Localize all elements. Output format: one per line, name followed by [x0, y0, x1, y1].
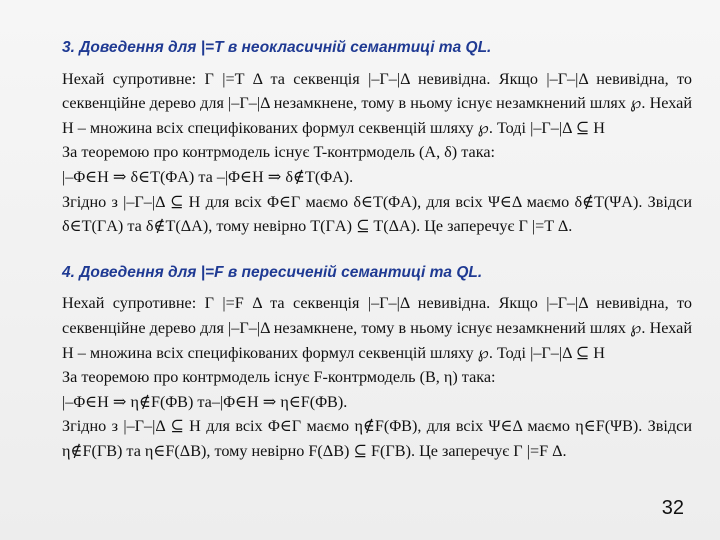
- section-3-paragraph-2: За теоремою про контрмодель існує T-контрмодель (A, δ) така:: [62, 143, 496, 162]
- section-4-title: 4. Доведення для |=F в пересиченій семантиці та QL.: [62, 263, 483, 281]
- page-number: 32: [661, 497, 684, 519]
- section-3-paragraph-3: Згідно з |–Γ–|Δ ⊆ H для всіх Φ∈Γ маємо δ∈T(ΦA), для всіх Ψ∈Δ маємо δ∉T(ΨA). Звідси δ∈T(ΓA) та δ∉T(ΔA), тому невірно T(ΓA) ⊆ T(ΔA). Це заперечує Γ |=T Δ.: [62, 192, 692, 236]
- section-4-formula: |–Φ∈H ⇒ η∉F(ΦB) та–|Φ∈H ⇒ η∈F(ΦB).: [62, 392, 348, 411]
- section-4-paragraph-3: Згідно з |–Γ–|Δ ⊆ H для всіх Φ∈Γ маємо η∉F(ΦB), для всіх Ψ∈Δ маємо η∈F(ΨB). Звідси η∉F(ΓB) та η∈F(ΔB), тому невірно F(ΔB) ⊆ F(ΓB). Це заперечує Γ |=F Δ.: [62, 417, 692, 460]
- section-4-paragraph-2: За теоремою про контрмодель існує F-контрмодель (B, η) така:: [62, 368, 496, 387]
- section-4-paragraph-1: Нехай супротивне: Γ |=F Δ та секвенція |–Γ–|Δ невивідна. Якщо |–Γ–|Δ невивідна, то секвенційне дерево для |–Γ–|Δ незамкнене, тому в ньому існує незамкнений шлях ℘. Нехай H – множина всіх специфікованих формул секвенцій шляху ℘. Тоді |–Γ–|Δ ⊆ H: [62, 294, 692, 362]
- section-3-formula: |–Φ∈H ⇒ δ∈T(ΦA) та –|Φ∈H ⇒ δ∉T(ΦA).: [62, 167, 354, 186]
- section-3-paragraph-1: Нехай супротивне: Γ |=T Δ та секвенція |–Γ–|Δ невивідна. Якщо |–Γ–|Δ невивідна, то секвенційне дерево для |–Γ–|Δ незамкнене, тому в ньому існує незамкнений шлях ℘. Нехай H – множина всіх специфікованих формул секвенцій шляху ℘. Тоді |–Γ–|Δ ⊆ H: [62, 69, 692, 137]
- slide-content: [62, 36, 692, 464]
- section-spacer: [62, 239, 692, 261]
- section-3-title: 3. Доведення для |=T в неокласичній семантиці та QL.: [62, 39, 492, 56]
